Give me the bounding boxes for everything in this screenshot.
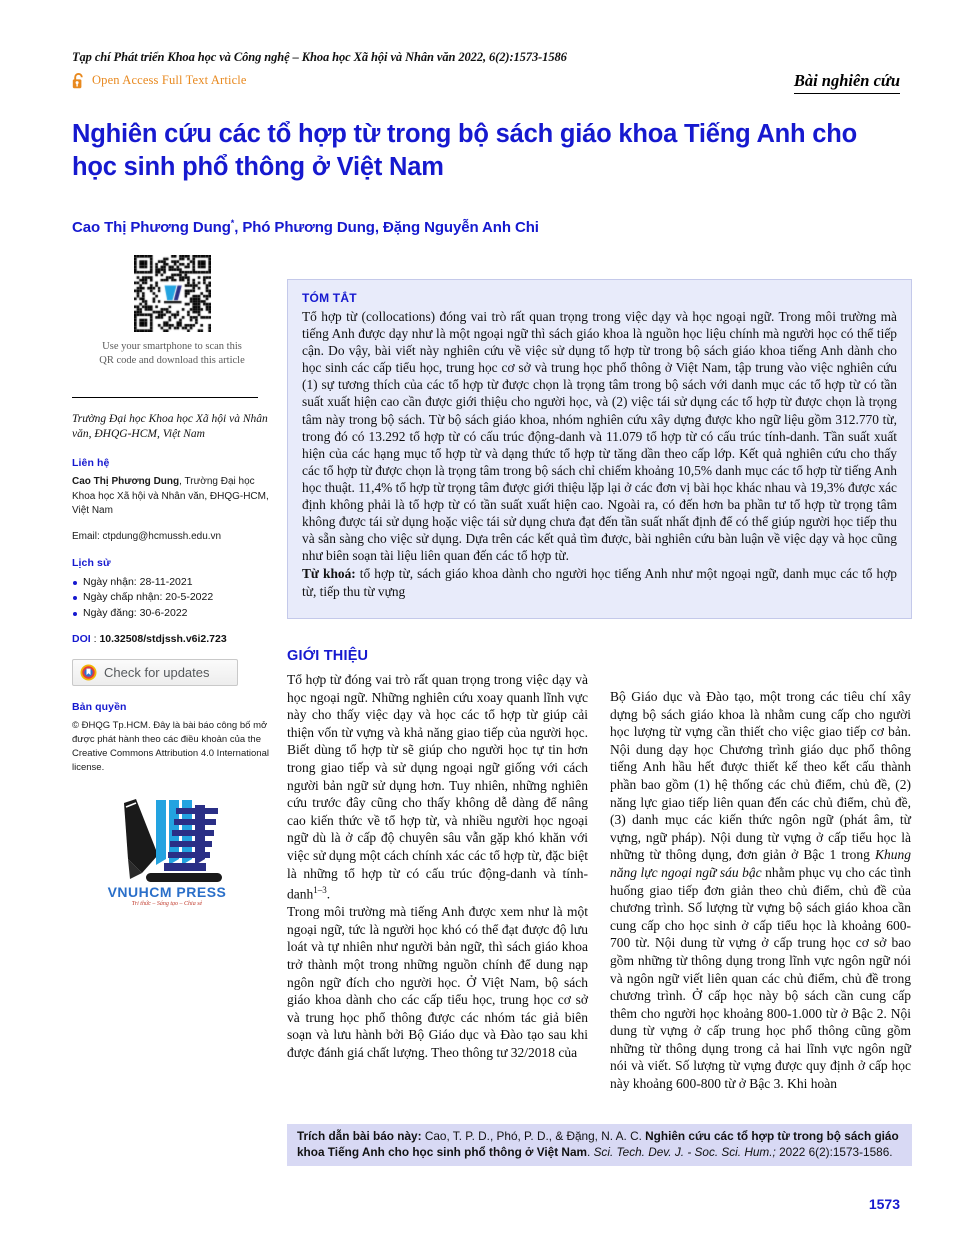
- open-access-row: [72, 72, 900, 89]
- framework-title-italic: Khung năng lực ngoại ngữ sáu bậc: [610, 847, 911, 880]
- copyright-heading: Bản quyền: [72, 701, 127, 713]
- doi-line[interactable]: [72, 633, 272, 645]
- article-authors: [72, 218, 892, 236]
- cite-this-article-text: [297, 1129, 904, 1160]
- section-heading-introduction: GIỚI THIỆU: [287, 648, 369, 664]
- qr-code[interactable]: [134, 255, 211, 332]
- body-columns: [287, 648, 912, 1093]
- svg-text:VNUHCM PRESS: VNUHCM PRESS: [107, 884, 227, 900]
- publisher-logo: [72, 797, 262, 909]
- paragraph-right-1a: Bộ Giáo dục và Đào tạo, một trong các tiêu chí xây dựng bộ sách giáo khoa là nhằm cung cấp cho người học lượng từ vựng cần thiết cho việc giao tiếp cơ bản. Nội dung dạy học Chương trình giáo dục phổ thông tiếng Anh hầu hết được thiết kế theo kết cấu thành phần bao gồm (1) hệ thống các chủ điểm, chủ đề, (2) năng lực giao tiếp liên quan đến các chủ điểm, chủ đề, (3) danh mục các kiến thức ngôn ngữ (phát âm, từ vựng, ngữ pháp). Nội dung từ vựng ở cấp tiểu học là những từ thông dụng, đơn giản ở Bậc 1 trong: [610, 689, 911, 863]
- contact-name: Cao Thị Phương Dung: [72, 476, 180, 487]
- paragraph-left-1-end: .: [326, 886, 331, 902]
- cite-authors: Cao, T. P. D., Phó, P. D., & Đặng, N. A. C.: [421, 1129, 646, 1143]
- sidebar-divider: [72, 397, 258, 398]
- abstract-keywords: [302, 565, 897, 599]
- abstract-heading: TÓM TẮT: [302, 291, 357, 305]
- history-list: [72, 575, 272, 622]
- page-number: 1573: [868, 1196, 900, 1212]
- contact-email[interactable]: Email: ctpdung@hcmussh.edu.vn: [72, 530, 222, 542]
- doi-label: DOI: [72, 633, 91, 645]
- keywords-value: tổ hợp từ, sách giáo khoa dành cho người học tiếng Anh như một ngoại ngữ, danh mục các tổ hợp từ, tiếp thu từ vựng: [302, 566, 897, 599]
- open-lock-icon: [72, 72, 87, 89]
- affiliation-text: Trường Đại học Khoa học Xã hội và Nhân văn, ĐHQG-HCM, Việt Nam: [72, 413, 268, 440]
- cite-this-article-bar: [287, 1124, 912, 1166]
- paragraph-right-1: [610, 688, 911, 1093]
- contact-details: [72, 475, 272, 519]
- history-item-received: Ngày nhận: 28-11-2021: [72, 575, 272, 591]
- cite-title: Nghiên cứu các tổ hợp từ trong bộ sách giáo khoa Tiếng Anh cho học sinh phổ thông ở Việt Nam: [297, 1129, 899, 1159]
- author-first: Cao Thị Phương Dung: [72, 219, 231, 236]
- qr-code-wrap: [72, 255, 272, 332]
- doi-separator: :: [90, 633, 100, 645]
- crossmark-icon: [80, 664, 97, 681]
- contact-affiliation: , Trường Đại học Khoa học Xã hội và Nhân văn, ĐHQG-HCM, Việt Nam: [72, 476, 269, 516]
- body-column-left: [287, 648, 588, 1093]
- qr-caption-line-1: Use your smartphone to scan this: [102, 341, 242, 352]
- doi-value: 10.32508/stdjssh.v6i2.723: [99, 633, 227, 645]
- corresponding-marker: *: [230, 218, 235, 228]
- qr-caption: [72, 340, 272, 368]
- article-title: Nghiên cứu các tổ hợp từ trong bộ sách giáo khoa Tiếng Anh cho học sinh phổ thông ở Việt Nam: [72, 120, 858, 181]
- history-heading: Lịch sử: [72, 556, 111, 569]
- paragraph-left-2: Trong môi trường mà tiếng Anh được xem như là một ngoại ngữ, tức là người học khó có thể đạt được độ lưu loát và tự nhiên như người bản ngữ, thì sách giáo khoa trở thành một trong những nguồn chính để dung nạp ngôn ngữ đích cho người học. Ở Việt Nam, bộ sách giáo khoa dành cho các cấp tiểu học, trung học cơ sở và trung học phổ thông được các nhóm tác giả biên soạn và lưu hành bởi Bộ Giáo dục và Đào tạo sau khi được đánh giá chất lượng. Theo thông tư 32/2018 của: [287, 904, 588, 1060]
- vnuhcm-press-logo-icon: [106, 797, 228, 909]
- svg-text:Tri thức – Sáng tạo – Chia sẻ: Tri thức – Sáng tạo – Chia sẻ: [131, 901, 203, 907]
- article-type-label: Bài nghiên cứu: [794, 71, 900, 94]
- keywords-label: Từ khoá:: [302, 566, 356, 582]
- cite-year-volume: 2022 6(2):1573-1586.: [775, 1144, 893, 1159]
- cite-label: Trích dẫn bài báo này:: [297, 1129, 422, 1143]
- paragraph-left-1: [287, 671, 588, 903]
- body-column-right: [610, 648, 911, 1093]
- journal-reference-line: Tạp chí Phát triển Khoa học và Công nghệ – Khoa học Xã hội và Nhân văn 2022, 6(2):1573-1586: [72, 50, 567, 64]
- contact-heading: Liên hệ: [72, 457, 110, 469]
- sidebar: [72, 255, 272, 909]
- citation-ref-1-3[interactable]: 1–3: [313, 885, 327, 896]
- history-item-accepted: Ngày chấp nhận: 20-5-2022: [72, 590, 272, 606]
- page-header: [72, 50, 900, 89]
- paragraph-left-1-text: Tổ hợp từ đóng vai trò rất quan trọng trong việc dạy và học ngoại ngữ. Những nghiên cứu xoay quanh lĩnh vực này cho thấy việc dạy và học các tổ hợp từ giúp cải thiện vốn từ vựng và khả năng giao tiếp của người học. Biết dùng tổ hợp từ sẽ giúp cho người học tự tin hơn trong giao tiếp và sử dụng ngoại ngữ giống với cách người bản ngữ sử dụng hơn. Tuy nhiên, những nghiên cứu trước đây cũng cho thấy không dễ dàng để nâng cao kiến thức về tổ hợp từ, và nhiều người học ngoại ngữ dù là ở cấp độ chuyên sâu vẫn gặp khó khăn với việc sử dụng một cách chính xác các tổ hợp từ, đặc biệt là những tổ hợp từ có cấu trúc động-danh và tính-danh: [287, 672, 588, 902]
- qr-caption-line-2: QR code and download this article: [99, 355, 245, 366]
- cite-dot: .: [587, 1144, 594, 1159]
- paragraph-right-1b: nhằm phục vụ cho các tình huống giao tiếp đơn giản theo chủ điểm, chủ đề của chương trình. Số lượng từ vựng bộ sách giáo khoa cần cung cấp cho học sinh ở cấp tiểu học là khoảng 600-700 từ. Nội dung từ vựng ở cấp trung học cơ sở bao gồm những từ thông dụng trong lĩnh vực ngôn ngữ nói và ngôn ngữ viết liên quan các chủ điểm, chủ đề trong chương trình. Ở cấp học này bộ sách cần cung cấp thêm cho người học khoảng 800-1.000 từ ở Bậc 2. Nội dung từ vựng ở cấp trung học phổ thông cũng gồm những từ thông dụng trong cả hai lĩnh vực ngôn ngữ nói và viết. Số lượng từ vựng được quy định ở cấp học này khoảng 600-800 từ ở Bậc 3. Khi hoàn: [610, 864, 911, 1092]
- authors-remaining: , Phó Phương Dung, Đặng Nguyễn Anh Chi: [234, 219, 539, 236]
- copyright-text: © ĐHQG Tp.HCM. Đây là bài báo công bố mở được phát hành theo các điều khoản của the Creative Commons Attribution 4.0 International license.: [72, 720, 269, 773]
- abstract-box: [287, 279, 912, 619]
- open-access-label: Open Access Full Text Article: [92, 73, 247, 87]
- check-for-updates-button[interactable]: [72, 659, 238, 686]
- column-top-spacer: [610, 648, 911, 688]
- cite-journal: Sci. Tech. Dev. J. - Soc. Sci. Hum.;: [593, 1144, 776, 1159]
- abstract-body: Tổ hợp từ (collocations) đóng vai trò rất quan trọng trong việc dạy và học ngoại ngữ. Trong môi trường mà tiếng Anh được dạy như là một ngoại ngữ thì sách giáo khoa là nguồn học liệu chính mà người học có thể tiếp cận. Do vậy, bài viết này nghiên cứu về việc sử dụng tổ hợp từ trong bộ sách giáo khoa tiếng Anh dành cho học sinh các cấp tiểu học, trung học cơ sở và trung học phổ thông ở Việt Nam, tập trung vào việc nghiên cứu (1) sự tương thích của các tổ hợp từ được chọn là trọng tâm trong bộ sách với danh mục các tổ hợp từ có tần suất xuất hiện cao cần được giới thiệu cho người học, và (2) việc tái sử dụng các tổ hợp từ được chọn là trọng tâm này trong bộ sách. Từ bộ sách giáo khoa, nhóm nghiên cứu xây dựng được kho ngữ liệu gồm 312.770 từ, trong đó có 13.292 tổ hợp từ có cấu trúc động-danh và 11.079 tổ hợp từ có cấu trúc tính-danh. Tần suất xuất hiện của các hạng mục tổ hợp từ và dạng thức tổ hợp từ tăng dần theo cấp lớp. Kết quả nghiên cứu cho thấy các tổ hợp từ được chọn là trọng tâm trong bộ sách chỉ chiếm khoảng 10,5% danh mục các tổ hợp từ tiếng Anh học thuật. 11,4% tổ hợp từ trọng tâm được giới thiệu lặp lại ở các đơn vị bài học khác nhau và 19,3% được xác định không phải là tổ hợp từ có tần suất xuất hiện cao. Ngoài ra, có đến hơn ba phần tư tổ hợp từ trọng tâm không được tái sử dụng hoặc việc tái sử dụng chưa đạt đến tần suất nhất định để có thể giúp người học tiếp thu và sẵn sàng cho việc sử dụng. Dựa trên các kết quả tìm được, bài nghiên cứu bàn luận về việc dạy và học cũng như biên soạn tài liệu liên quan đến các tổ hợp từ.: [302, 309, 897, 564]
- history-item-published: Ngày đăng: 30-6-2022: [72, 606, 272, 622]
- check-for-updates-label: Check for updates: [104, 665, 210, 680]
